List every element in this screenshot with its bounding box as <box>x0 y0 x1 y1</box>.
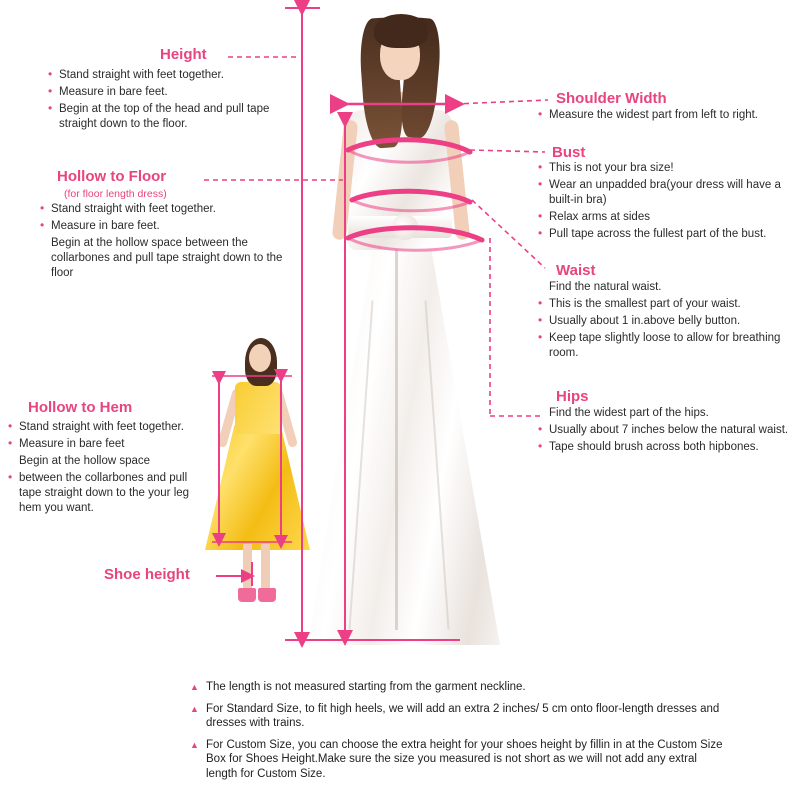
list-item: • This is not your bra size! <box>538 161 800 176</box>
height-heading: Height <box>160 46 207 63</box>
list-item: • Pull tape across the fullest part of the bust. <box>538 227 800 242</box>
list-item: • between the collarbones and pull tape straight down to the your leg hem you want. <box>8 471 208 516</box>
list-item: • Measure in bare feet. <box>48 85 298 100</box>
list-item: • Usually about 7 inches below the natural waist. <box>538 423 800 438</box>
note-item: ▲ For Custom Size, you can choose the extra height for your shoes height by fillin in at the Custom Size Box for Shoes Height.Make sure the size you measured is not short as we will not add any extral length for Custom Size. <box>190 738 730 782</box>
hollow-to-floor-bullets <box>40 202 292 283</box>
hollow-to-floor-heading: Hollow to Floor <box>57 168 167 185</box>
list-item: Begin at the hollow space <box>19 455 151 467</box>
shoulder-width-bullets <box>538 108 800 125</box>
list-item: • Begin at the top of the head and pull tape straight down to the floor. <box>48 102 298 132</box>
bust-bullets <box>538 161 800 244</box>
shoe-height-measure-line <box>216 562 252 586</box>
bust-heading: Bust <box>552 144 586 161</box>
list-item: • Usually about 1 in.above belly button. <box>538 314 800 329</box>
list-item: • Measure in bare feet <box>8 437 208 452</box>
list-item: Find the natural waist. <box>549 281 662 293</box>
list-item: Begin at the hollow space between the collarbones and pull tape straight down to the floor <box>51 237 283 279</box>
list-item: • This is the smallest part of your waist. <box>538 297 800 312</box>
note-item: ▲ For Standard Size, to fit high heels, we will add an extra 2 inches/ 5 cm onto floor-length dresses and dresses with trains. <box>190 702 730 731</box>
list-item: • Measure in bare feet. <box>40 219 292 234</box>
list-item: • Relax arms at sides <box>538 210 800 225</box>
hips-connector-line <box>490 238 540 416</box>
shoe-height-heading: Shoe height <box>104 566 190 583</box>
hollow-to-hem-measure-line <box>212 376 292 542</box>
height-bullets <box>48 68 298 134</box>
list-item: • Measure the widest part from left to right. <box>538 108 800 123</box>
list-item: • Stand straight with feet together. <box>48 68 298 83</box>
footer-notes <box>190 680 730 788</box>
shoulder-width-heading: Shoulder Width <box>556 90 667 107</box>
hips-heading: Hips <box>556 388 589 405</box>
list-item: • Tape should brush across both hipbones. <box>538 440 800 455</box>
list-item: • Wear an unpadded bra(your dress will have a built-in bra) <box>538 178 800 208</box>
hollow-to-hem-bullets <box>8 420 208 518</box>
list-item: • Keep tape slightly loose to allow for breathing room. <box>538 331 800 361</box>
waist-measure-band <box>352 191 470 211</box>
hips-bullets <box>538 406 800 457</box>
note-item: ▲ The length is not measured starting from the garment neckline. <box>190 680 730 695</box>
list-item: • Stand straight with feet together. <box>40 202 292 217</box>
waist-heading: Waist <box>556 262 596 279</box>
bust-measure-band <box>348 140 470 163</box>
hollow-to-floor-subheading: (for floor length dress) <box>64 188 167 200</box>
hips-measure-band <box>348 228 482 251</box>
hollow-to-hem-heading: Hollow to Hem <box>28 399 133 416</box>
waist-bullets <box>538 280 800 363</box>
list-item: Find the widest part of the hips. <box>549 407 709 419</box>
list-item: • Stand straight with feet together. <box>8 420 208 435</box>
